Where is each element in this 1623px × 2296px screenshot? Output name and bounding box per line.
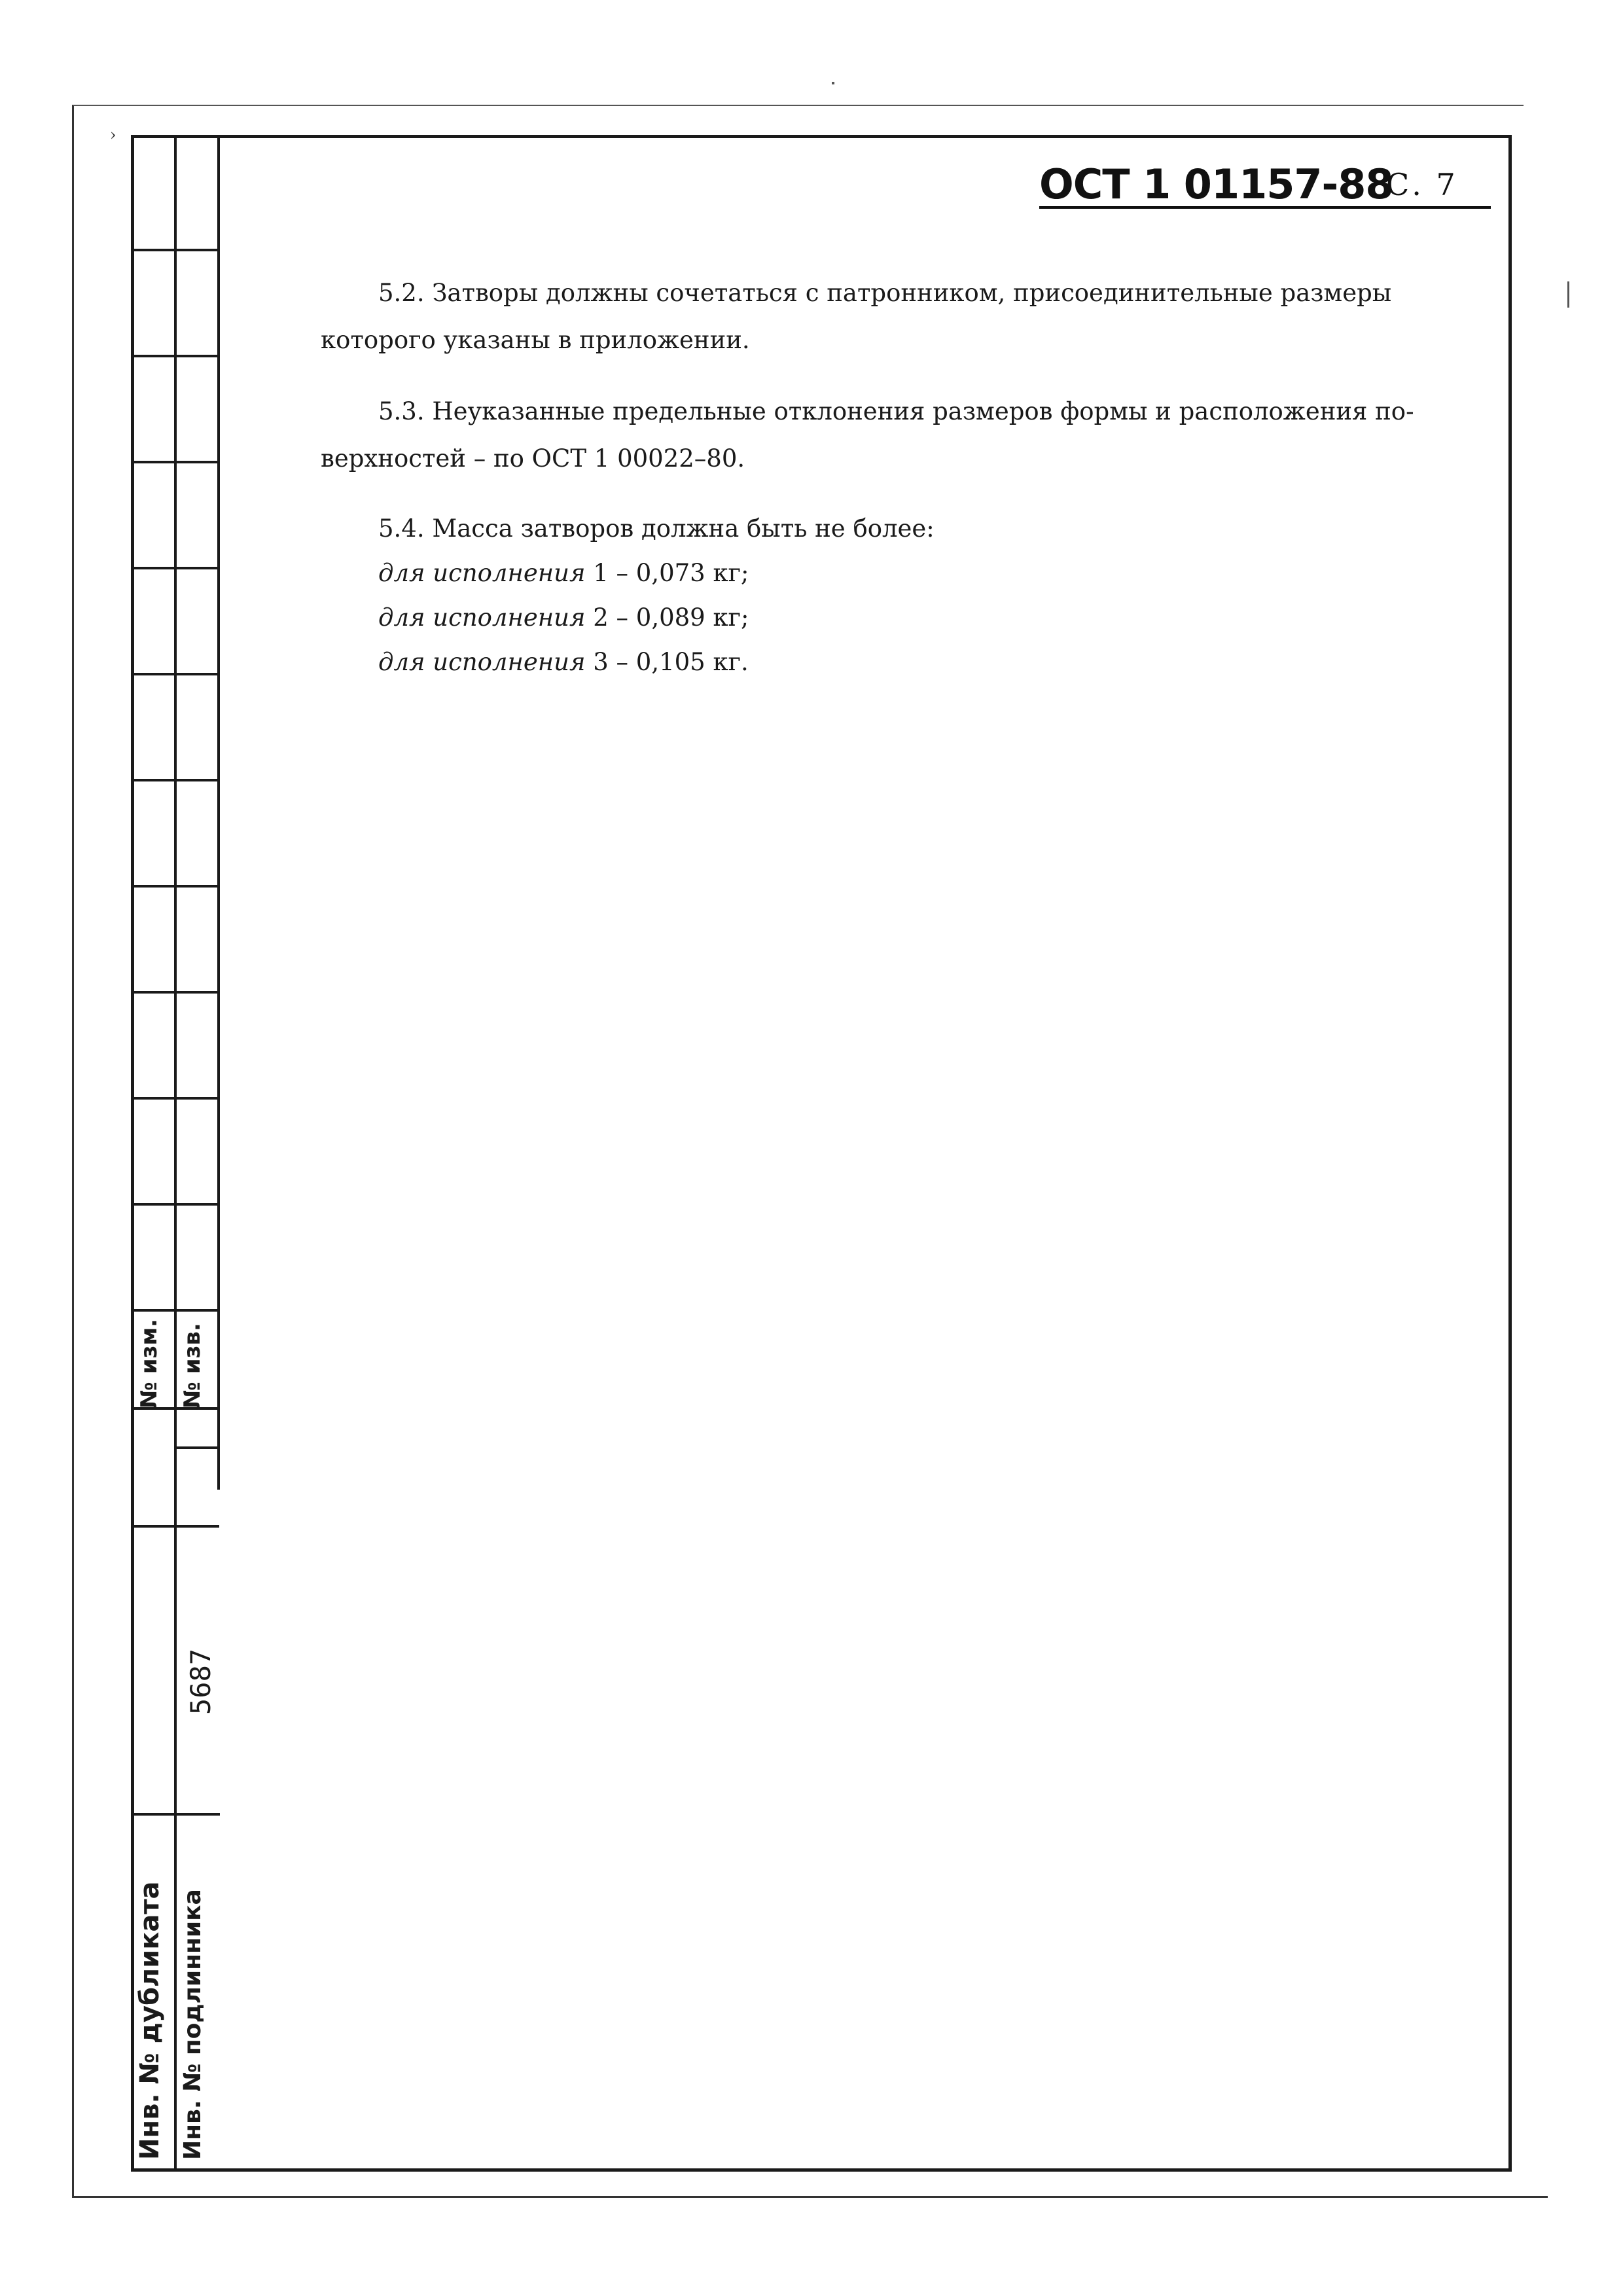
clause-5-2 bbox=[321, 270, 1433, 364]
duplicate-inventory-label: Инв. № дубликата bbox=[135, 1881, 165, 2160]
sidebar-grid-line bbox=[131, 885, 219, 888]
variant-value: 3 – 0,105 кг. bbox=[593, 648, 749, 676]
change-number-label: № изм. bbox=[136, 1318, 162, 1408]
original-inventory-value: 5687 bbox=[185, 1648, 217, 1715]
clause-5-3-line2: верхностей – по ОСТ 1 00022–80. bbox=[321, 444, 745, 473]
variant-value: 1 – 0,073 кг; bbox=[593, 559, 749, 587]
variant-line bbox=[321, 596, 1433, 640]
variant-line bbox=[321, 640, 1433, 685]
sidebar-column-2 bbox=[174, 135, 220, 2172]
original-inventory-label: Инв. № подлинника bbox=[179, 1889, 206, 2160]
document-code: ОСТ 1 01157-88 bbox=[1039, 160, 1393, 208]
sidebar-grid-line bbox=[174, 1813, 220, 1816]
clause-5-2-line1: 5.2. Затворы должны сочетаться с патронником, присоединительные размеры bbox=[378, 279, 1392, 307]
sidebar-grid-line bbox=[131, 1203, 219, 1206]
sidebar-grid-line bbox=[131, 355, 219, 357]
variant-label: для исполнения bbox=[378, 559, 586, 587]
clause-5-3-line1: 5.3. Неуказанные предельные отклонения размеров формы и расположения по- bbox=[378, 397, 1414, 425]
variant-value: 2 – 0,089 кг; bbox=[593, 603, 749, 632]
corner-mark: › bbox=[110, 126, 116, 144]
variant-line bbox=[321, 551, 1433, 596]
notice-number-label: № изв. bbox=[179, 1323, 205, 1408]
sidebar-grid-line bbox=[131, 673, 219, 675]
sidebar-grid-line bbox=[131, 461, 219, 463]
clause-5-3 bbox=[321, 388, 1433, 482]
bottom-rule bbox=[72, 2196, 1548, 2198]
edge-mark bbox=[1567, 281, 1569, 308]
header-underline bbox=[1039, 206, 1491, 209]
sidebar-grid-line bbox=[131, 991, 219, 994]
page-number: С. 7 bbox=[1386, 167, 1458, 202]
document-body bbox=[321, 270, 1433, 685]
sidebar-grid-line bbox=[131, 779, 219, 781]
variant-label: для исполнения bbox=[378, 603, 586, 632]
sidebar-grid-line bbox=[174, 1446, 220, 1449]
sidebar-grid-line bbox=[131, 1309, 219, 1312]
sidebar-grid-line bbox=[131, 567, 219, 569]
sidebar-grid-line bbox=[131, 1525, 219, 1528]
sidebar-column-1 bbox=[131, 135, 177, 2172]
sidebar-grid-line bbox=[131, 1097, 219, 1100]
clause-5-2-line2: которого указаны в приложении. bbox=[321, 326, 750, 354]
clause-5-4-intro: 5.4. Масса затворов должна быть не более: bbox=[378, 514, 935, 543]
variant-label: для исполнения bbox=[378, 648, 586, 676]
sidebar-column-3 bbox=[217, 135, 220, 1490]
sidebar-grid-line bbox=[131, 249, 219, 251]
scan-dot bbox=[832, 82, 834, 84]
sidebar-grid-line bbox=[131, 1813, 177, 1816]
